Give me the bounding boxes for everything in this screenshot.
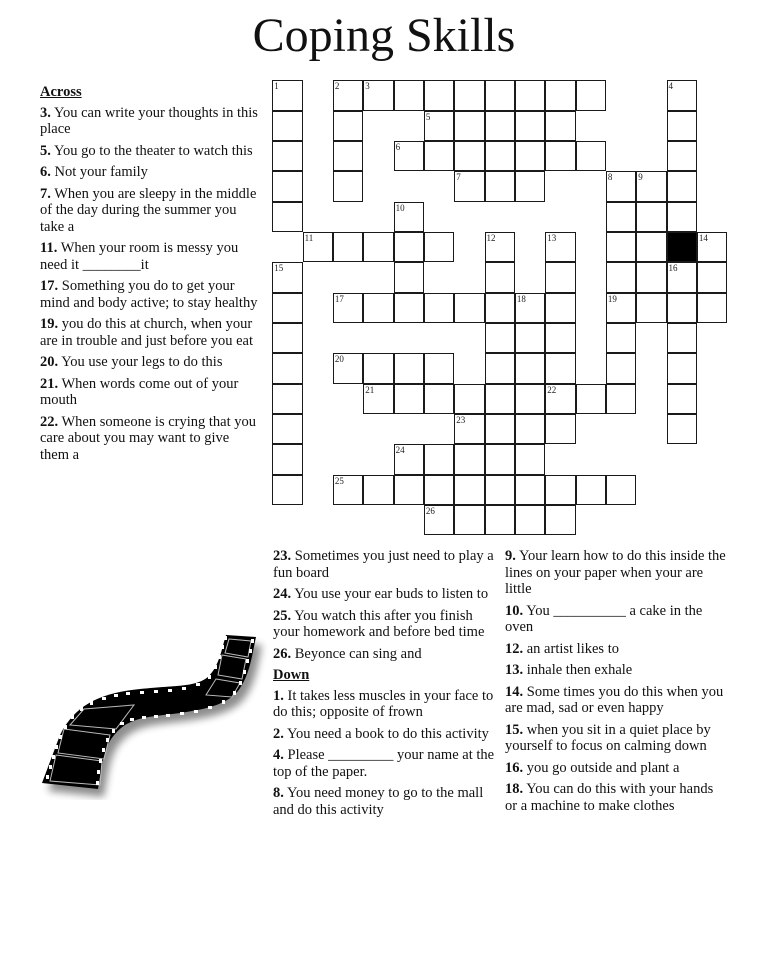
crossword-cell[interactable] — [485, 262, 515, 292]
crossword-cell[interactable] — [272, 475, 302, 505]
crossword-cell[interactable] — [394, 475, 424, 505]
crossword-cell[interactable] — [485, 414, 515, 444]
crossword-cell[interactable] — [606, 293, 636, 323]
crossword-cell[interactable] — [606, 384, 636, 414]
crossword-cell[interactable] — [333, 80, 363, 110]
clue-number: 24 — [395, 445, 405, 456]
crossword-grid — [273, 81, 728, 536]
clue-number: 22 — [547, 384, 557, 395]
crossword-cell[interactable] — [272, 171, 302, 201]
crossword-cell[interactable] — [667, 262, 697, 292]
crossword-cell[interactable] — [485, 384, 515, 414]
crossword-cell[interactable] — [545, 293, 575, 323]
crossword-cell[interactable] — [394, 80, 424, 110]
crossword-cell[interactable] — [545, 384, 575, 414]
crossword-cell[interactable] — [485, 444, 515, 474]
crossword-cell[interactable] — [333, 232, 363, 262]
crossword-cell[interactable] — [424, 384, 454, 414]
crossword-cell[interactable] — [333, 293, 363, 323]
crossword-cell[interactable] — [363, 232, 393, 262]
clue-across-7: 7. When you are sleepy in the middle of the day during the summer you take a — [40, 185, 257, 235]
clue-number: 12 — [486, 232, 496, 243]
clue-down-2: 2. You need a book to do this activity — [273, 725, 489, 742]
crossword-cell[interactable] — [454, 475, 484, 505]
crossword-cell[interactable] — [424, 505, 454, 535]
clue-number: 9 — [638, 172, 643, 183]
clues-right-column — [505, 548, 727, 819]
crossword-cell[interactable] — [333, 141, 363, 171]
crossword-cell[interactable] — [454, 444, 484, 474]
clue-number: 19 — [607, 293, 617, 304]
crossword-cell[interactable] — [667, 293, 697, 323]
crossword-cell[interactable] — [515, 171, 545, 201]
crossword-cell[interactable] — [667, 384, 697, 414]
crossword-cell[interactable] — [272, 414, 302, 444]
crossword-cell[interactable] — [545, 353, 575, 383]
crossword-cell[interactable] — [636, 293, 666, 323]
crossword-cell[interactable] — [394, 141, 424, 171]
crossword-cell[interactable] — [363, 80, 393, 110]
crossword-cell[interactable] — [515, 505, 545, 535]
crossword-cell[interactable] — [272, 384, 302, 414]
crossword-cell[interactable] — [363, 475, 393, 505]
clue-across-25: 25. You watch this after you finish your homework and before bed time — [273, 607, 485, 640]
crossword-cell[interactable] — [394, 444, 424, 474]
crossword-cell[interactable] — [667, 141, 697, 171]
crossword-cell[interactable] — [333, 475, 363, 505]
clue-number: 3 — [365, 81, 370, 92]
crossword-cell[interactable] — [515, 141, 545, 171]
crossword-cell[interactable] — [485, 80, 515, 110]
crossword-cell[interactable] — [333, 171, 363, 201]
crossword-cell[interactable] — [667, 353, 697, 383]
clue-across-3: 3. You can write your thoughts in this place — [40, 104, 258, 137]
crossword-cell[interactable] — [272, 262, 302, 292]
crossword-cell[interactable] — [363, 293, 393, 323]
crossword-cell[interactable] — [606, 202, 636, 232]
crossword-cell[interactable] — [272, 353, 302, 383]
crossword-cell[interactable] — [272, 111, 302, 141]
clue-number: 25 — [334, 475, 344, 486]
crossword-cell[interactable] — [576, 80, 606, 110]
crossword-cell[interactable] — [545, 323, 575, 353]
crossword-cell[interactable] — [424, 293, 454, 323]
crossword-cell[interactable] — [515, 323, 545, 353]
crossword-cell[interactable] — [606, 232, 636, 262]
crossword-cell[interactable] — [333, 353, 363, 383]
crossword-cell[interactable] — [485, 111, 515, 141]
clue-down-12: 12. an artist likes to — [505, 640, 619, 657]
clue-down-14: 14. Some times you do this when you are mad, sad or even happy — [505, 683, 724, 716]
clue-across-5: 5. You go to the theater to watch this — [40, 142, 253, 159]
crossword-cell[interactable] — [424, 141, 454, 171]
crossword-cell[interactable] — [454, 384, 484, 414]
clue-number: 21 — [365, 384, 375, 395]
crossword-cell[interactable] — [485, 353, 515, 383]
crossword-cell[interactable] — [515, 384, 545, 414]
clue-across-23: 23. Sometimes you just need to play a fun board — [273, 548, 494, 581]
crossword-cell[interactable] — [272, 444, 302, 474]
crossword-cell[interactable] — [667, 80, 697, 110]
crossword-cell[interactable] — [454, 80, 484, 110]
clue-number: 5 — [425, 111, 431, 122]
crossword-cell[interactable] — [667, 414, 697, 444]
crossword-cell[interactable] — [606, 475, 636, 505]
crossword-cell[interactable] — [697, 262, 727, 292]
down-heading: Down — [273, 667, 310, 683]
crossword-cell[interactable] — [667, 202, 697, 232]
clue-number: 1 — [274, 81, 279, 92]
crossword-cell[interactable] — [576, 141, 606, 171]
crossword-cell[interactable] — [667, 171, 697, 201]
clue-number: 4 — [668, 81, 674, 92]
crossword-cell[interactable] — [272, 141, 302, 171]
crossword-cell[interactable] — [515, 111, 545, 141]
crossword-cell[interactable] — [545, 505, 575, 535]
clue-number: 7 — [456, 172, 461, 183]
crossword-cell[interactable] — [424, 111, 454, 141]
crossword-cell[interactable] — [545, 111, 575, 141]
clue-down-9: 9. Your learn how to do this inside the lines on your paper when your are little — [505, 548, 726, 597]
crossword-cell[interactable] — [515, 475, 545, 505]
crossword-cell[interactable] — [636, 171, 666, 201]
crossword-cell[interactable] — [485, 171, 515, 201]
crossword-cell[interactable] — [485, 232, 515, 262]
crossword-cell[interactable] — [606, 262, 636, 292]
crossword-cell[interactable] — [272, 80, 302, 110]
crossword-cell[interactable] — [636, 262, 666, 292]
crossword-cell[interactable] — [667, 323, 697, 353]
crossword-cell[interactable] — [333, 111, 363, 141]
clue-across-21: 21. When words come out of your mouth — [40, 375, 239, 408]
clue-down-8: 8. You need money to go to the mall and do this activity — [273, 785, 484, 818]
clue-number: 6 — [395, 141, 401, 152]
crossword-cell[interactable] — [606, 171, 636, 201]
crossword-cell[interactable] — [606, 323, 636, 353]
crossword-cell[interactable] — [394, 384, 424, 414]
crossword-cell[interactable] — [363, 353, 393, 383]
crossword-cell[interactable] — [363, 384, 393, 414]
clue-across-17: 17. Something you do to get your mind and body active; to stay healthy — [40, 278, 258, 311]
crossword-cell[interactable] — [545, 80, 575, 110]
clue-across-20: 20. You use your legs to do this — [40, 354, 223, 370]
crossword-cell[interactable] — [515, 444, 545, 474]
crossword-cell[interactable] — [515, 353, 545, 383]
crossword-cell[interactable] — [515, 414, 545, 444]
crossword-cell[interactable] — [394, 262, 424, 292]
crossword-cell[interactable] — [485, 293, 515, 323]
crossword-cell[interactable] — [545, 262, 575, 292]
clue-number: 15 — [274, 263, 284, 274]
crossword-cell[interactable] — [545, 141, 575, 171]
crossword-cell[interactable] — [454, 141, 484, 171]
clue-number: 10 — [395, 202, 405, 213]
clue-across-22: 22. When someone is crying that you care about you may want to give them a — [40, 413, 256, 463]
crossword-cell[interactable] — [303, 232, 333, 262]
crossword-cell[interactable] — [485, 141, 515, 171]
clue-across-26: 26. Beyonce can sing and — [273, 645, 422, 662]
clue-down-13: 13. inhale then exhale — [505, 662, 633, 678]
page-title: Coping Skills — [252, 9, 516, 62]
clue-number: 16 — [668, 263, 678, 274]
crossword-cell[interactable] — [454, 111, 484, 141]
clue-number: 23 — [456, 414, 466, 425]
crossword-cell[interactable] — [424, 232, 454, 262]
clue-across-6: 6. Not your family — [40, 164, 148, 180]
clue-number: 20 — [334, 354, 344, 365]
crossword-cell[interactable] — [394, 293, 424, 323]
crossword-cell[interactable] — [545, 475, 575, 505]
clue-number: 13 — [547, 232, 557, 243]
clue-across-24: 24. You use your ear buds to listen to — [273, 586, 489, 602]
crossword-cell[interactable] — [515, 80, 545, 110]
crossword-cell[interactable] — [454, 293, 484, 323]
crossword-cell[interactable] — [636, 202, 666, 232]
crossword-cell[interactable] — [515, 293, 545, 323]
film-strip-icon — [30, 625, 270, 800]
crossword-cell[interactable] — [454, 505, 484, 535]
crossword-cell[interactable] — [424, 353, 454, 383]
clue-number: 26 — [425, 505, 435, 516]
clue-number: 2 — [334, 81, 340, 92]
crossword-cell[interactable] — [272, 293, 302, 323]
crossword-cell[interactable] — [485, 475, 515, 505]
crossword-cell[interactable] — [424, 80, 454, 110]
crossword-cell[interactable] — [454, 414, 484, 444]
crossword-cell[interactable] — [667, 111, 697, 141]
clue-down-15: 15. when you sit in a quiet place by yourself to focus on calming down — [505, 721, 711, 754]
across-clues-list — [40, 84, 258, 468]
crossword-cell[interactable] — [454, 171, 484, 201]
clue-down-1: 1. It takes less muscles in your face to do this; opposite of frown — [273, 687, 494, 720]
crossword-cell[interactable] — [545, 414, 575, 444]
across-heading: Across — [40, 84, 82, 100]
clues-middle-column — [273, 548, 501, 823]
crossword-cell[interactable] — [272, 323, 302, 353]
crossword-cell[interactable] — [576, 475, 606, 505]
black-cell — [667, 232, 697, 262]
clue-down-4: 4. Please _________ your name at the top of the paper. — [273, 747, 495, 780]
clue-down-18: 18. You can do this with your hands or a machine to make clothes — [505, 781, 714, 814]
clue-number: 17 — [334, 293, 344, 304]
crossword-cell[interactable] — [424, 475, 454, 505]
crossword-cell[interactable] — [636, 232, 666, 262]
crossword-cell[interactable] — [606, 353, 636, 383]
clue-across-19: 19. you do this at church, when your are in trouble and just before you eat — [40, 316, 253, 349]
crossword-cell[interactable] — [485, 323, 515, 353]
crossword-cell[interactable] — [424, 444, 454, 474]
clue-number: 8 — [607, 172, 613, 183]
crossword-cell[interactable] — [697, 232, 727, 262]
clue-down-16: 16. you go outside and plant a — [505, 759, 680, 776]
crossword-cell[interactable] — [697, 293, 727, 323]
crossword-cell[interactable] — [272, 202, 302, 232]
clue-across-11: 11. When your room is messy you need it ________it — [40, 240, 239, 273]
crossword-cell[interactable] — [545, 232, 575, 262]
clue-number: 18 — [516, 293, 526, 304]
crossword-cell[interactable] — [485, 505, 515, 535]
crossword-cell[interactable] — [576, 384, 606, 414]
clue-number: 11 — [304, 232, 314, 243]
clue-down-10: 10. You __________ a cake in the oven — [505, 602, 703, 635]
crossword-cell[interactable] — [394, 232, 424, 262]
clue-number: 14 — [698, 232, 708, 243]
crossword-cell[interactable] — [394, 202, 424, 232]
crossword-cell[interactable] — [394, 353, 424, 383]
